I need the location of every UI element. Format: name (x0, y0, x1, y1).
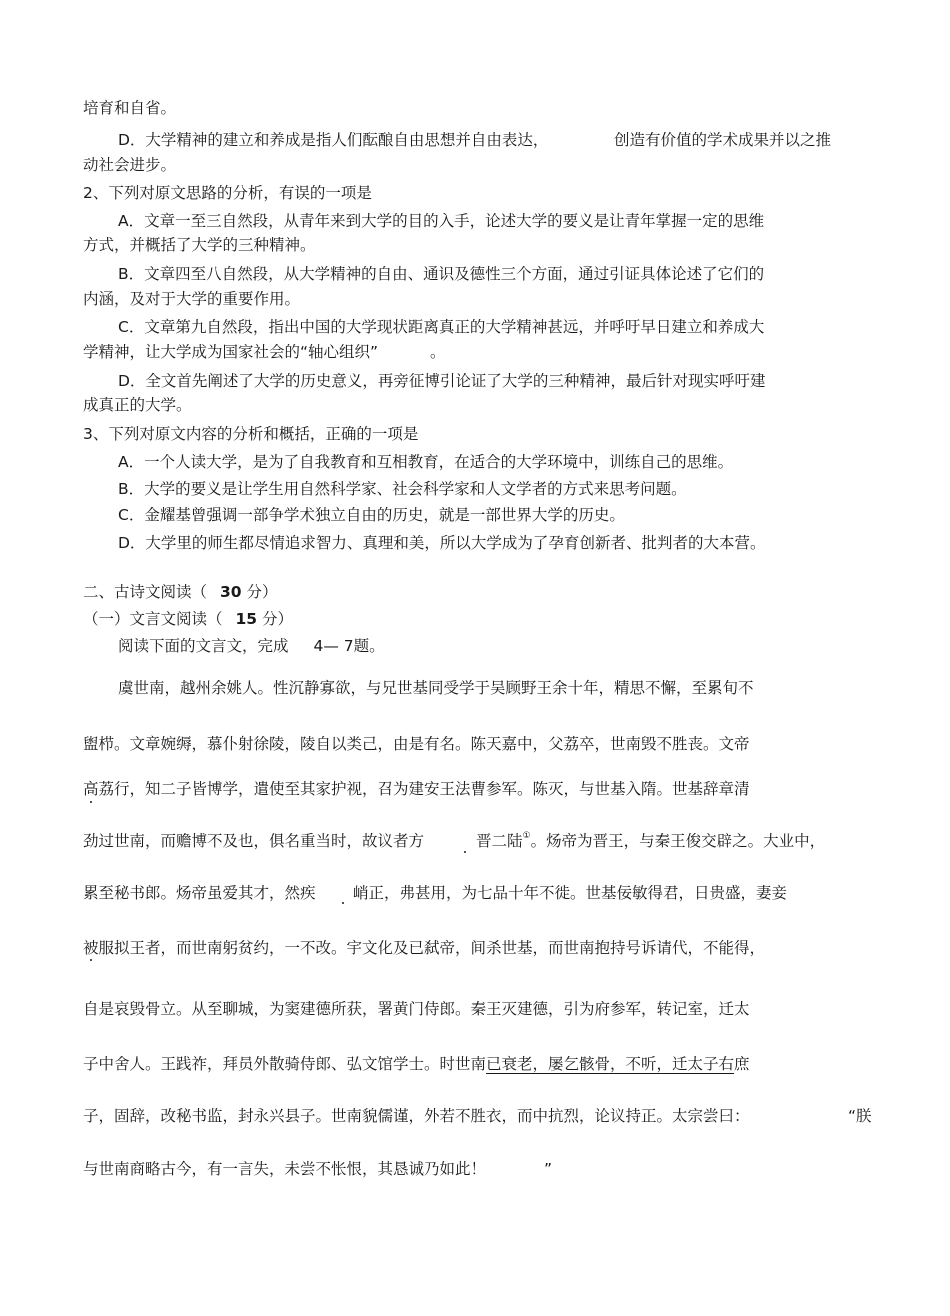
subsection-title-prefix: （一）文言文阅读（ (83, 610, 223, 628)
passage-text: 庶 (734, 1055, 750, 1073)
underlined-sentence: 已衰老，屡乞骸骨，不听，迁太子右 (486, 1055, 735, 1073)
question-range: 4— 7题。 (313, 637, 385, 655)
passage-line: 累至秘书郎。炀帝虽爱其才，然疾 (83, 884, 316, 902)
emphasis-dot (342, 902, 344, 904)
text-line: 培育和自省。 (83, 99, 177, 117)
passage-line: 被服拟王者，而世南躬贫约，一不改。宇文化及已弑帝，间杀世基，而世南抱持号诉请代，不能得， (83, 939, 766, 957)
emphasis-dot (464, 851, 466, 853)
subsection-title-suffix: 分） (261, 610, 293, 628)
passage-line (83, 1054, 750, 1074)
passage-line: 自是哀毁骨立。从至聊城，为窦建德所获，署黄门侍郎。秦王灭建德，引为府参军，转记室，迁太 (83, 1000, 750, 1018)
q2-option-c-line1: C．文章第九自然段，指出中国的大学现状距离真正的大学精神甚远，并呼吁早日建立和养成大 (118, 318, 765, 336)
subsection-score: 15 (235, 610, 258, 628)
passage-line-fragment: 峭正，弗甚用，为七品十年不徙。世基佞敏得君，日贵盛，妻妾 (353, 884, 788, 902)
q1-option-d-line2: 动社会进步。 (83, 156, 177, 174)
q2-option-a-line1: A．文章一至三自然段，从青年来到大学的目的入手，论述大学的要义是让青年掌握一定的思维 (118, 212, 765, 230)
emphasis-dot (90, 801, 92, 803)
q3-option-d: D．大学里的师生都尽情追求智力、真理和美，所以大学成为了孕育创新者、批判者的大本营。 (118, 534, 766, 552)
passage-text: 晋二陆 (476, 832, 523, 850)
q3-option-b: B．大学的要义是让学生用自然科学家、社会科学家和人文学者的方式来思考问题。 (118, 480, 687, 498)
q3-stem: 3、下列对原文内容的分析和概括，正确的一项是 (83, 425, 419, 443)
section-score: 30 (219, 583, 242, 601)
closing-quote: ” (544, 1160, 553, 1178)
passage-line: 子，固辞，改秘书监，封永兴县子。世南貌儒谨，外若不胜衣，而中抗烈，论议持正。太宗尝曰： (83, 1107, 750, 1125)
passage-line: 虞世南，越州余姚人。性沉静寡欲，与兄世基同受学于吴顾野王余十年，精思不懈，至累旬不 (118, 679, 754, 697)
footnote-mark: ① (522, 831, 531, 841)
q2-option-b-line1: B．文章四至八自然段，从大学精神的自由、通识及德性三个方面，通过引证具体论述了它们的 (118, 265, 765, 283)
section-title-prefix: 二、古诗文阅读（ (83, 583, 208, 601)
q3-option-c: C．金耀基曾强调一部争学术独立自由的历史，就是一部世界大学的历史。 (118, 506, 625, 524)
emphasis-dot (90, 959, 92, 961)
section-title (83, 582, 277, 602)
passage-line-fragment: “朕 (848, 1107, 872, 1125)
q1-option-d-line1: D．大学精神的建立和养成是指人们酝酿自由思想并自由表达， (118, 131, 549, 149)
passage-line: 盥栉。文章婉缛，慕仆射徐陵，陵自以类己，由是有名。陈天嘉中，父荔卒，世南毁不胜丧。文帝 (83, 735, 750, 753)
instruction-text: 阅读下面的文言文，完成 (118, 637, 289, 655)
q2-option-d-line2: 成真正的大学。 (83, 396, 192, 414)
q1-option-d-line1-end: 创造有价值的学术成果并以之推 (614, 131, 832, 149)
q3-option-a: A．一个人读大学，是为了自我教育和互相教育，在适合的大学环境中，训练自己的思维。 (118, 453, 734, 471)
passage-text: 。炀帝为晋王，与秦王俊交辟之。大业中， (530, 832, 826, 850)
passage-line: 与世南商略古今，有一言失，未尝不怅恨，其恳诚乃如此！ (83, 1160, 487, 1178)
q2-option-c-line2: 学精神，让大学成为国家社会的“轴心组织” (83, 343, 379, 361)
q2-stem: 2、下列对原文思路的分析，有误的一项是 (83, 184, 372, 202)
passage-line-fragment (476, 831, 825, 851)
subsection-title (83, 609, 293, 629)
section-title-suffix: 分） (246, 583, 278, 601)
q2-option-b-line2: 内涵，及对于大学的重要作用。 (83, 290, 301, 308)
reading-instruction (118, 636, 385, 656)
passage-line: 高荔行，知二子皆博学，遣使至其家护视，召为建安王法曹参军。陈灭，与世基入隋。世基辞章清 (83, 780, 750, 798)
q2-option-d-line1: D．全文首先阐述了大学的历史意义，再旁征博引论证了大学的三种精神，最后针对现实呼吁建 (118, 372, 766, 390)
passage-line: 劲过世南，而赡博不及也，俱名重当时，故议者方 (83, 832, 425, 850)
q2-option-a-line2: 方式，并概括了大学的三种精神。 (83, 236, 316, 254)
passage-text: 子中舍人。王践祚，拜员外散骑侍郎、弘文馆学士。时世南 (83, 1055, 487, 1073)
q2-option-c-line2-end: 。 (430, 343, 446, 361)
